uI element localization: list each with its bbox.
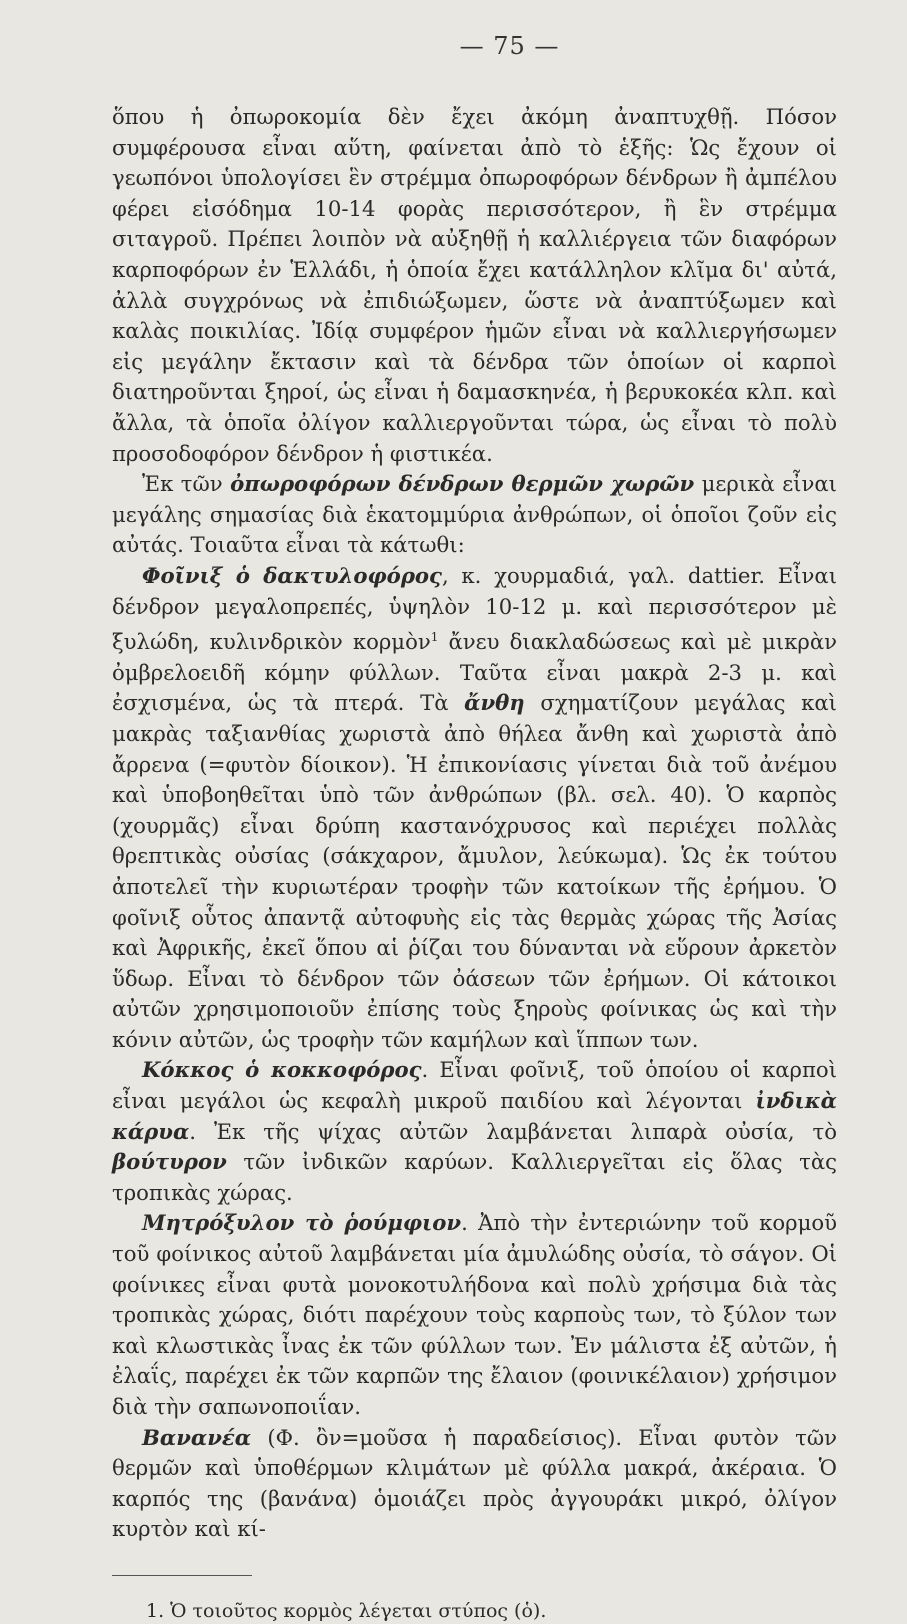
- paragraph-text: . Εἶναι φοῖνιξ, τοῦ ὁποίου οἱ καρποὶ εἶναι μεγάλοι ὡς κεφαλὴ μικροῦ παιδίου καὶ λέγονται: [112, 1057, 838, 1114]
- paragraph-text: μερικὰ εἶναι μεγάλης σημασίας διὰ ἑκατομμύρια ἀνθρώπων, οἱ ὁποῖοι ζοῦν εἰς αὐτάς. Τοιαῦτα εἶναι τὰ κάτωθι:: [112, 471, 837, 558]
- paragraph-text: . Ἐκ τῆς ψίχας αὐτῶν λαμβάνεται λιπαρὰ οὐσία, τὸ: [189, 1118, 837, 1144]
- paragraph-text: τῶν ἰνδικῶν καρύων. Καλλιεργεῖται εἰς ὅλας τὰς τροπικὰς χώρας.: [112, 1149, 837, 1205]
- term-heading: ὀπωροφόρων δένδρων θερμῶν χωρῶν: [230, 471, 695, 497]
- paragraph-text: σχηματίζουν μεγάλας καὶ μακρὰς ταξιανθίας χωριστὰ ἀπὸ θήλεα ἄνθη καὶ χωριστὰ ἀπὸ ἄρρενα (=φυτὸν δίοικον). Ἡ ἐπικονίασις γίνεται διὰ τοῦ ἀνέμου καὶ ὑποβοηθεῖται ὑπὸ τῶν ἀνθρώπων (βλ. σελ. 40). Ὁ καρπὸς (χουρμᾶς) εἶναι δρύπη καστανόχρυσος καὶ περιέχει πολλὰς θρεπτικὰς οὐσίας (σάκχαρον, ἄμυλον, λεύκωμα). Ὡς ἐκ τούτου ἀποτελεῖ τὴν κυριωτέραν τροφὴν τῶν κατοίκων τῆς ἐρήμου. Ὁ φοῖνιξ οὗτος ἀπαντᾷ αὐτοφυὴς εἰς τὰς θερμὰς χώρας τῆς Ἀσίας καὶ Ἀφρικῆς, ἐκεῖ ὅπου αἱ ῥίζαι του δύνανται νὰ εὕρουν ἀρκετὸν ὕδωρ. Εἶναι τὸ δένδρον τῶν ὀάσεων τῶν ἐρήμων. Οἱ κάτοικοι αὐτῶν χρησιμοποιοῦν ἐπίσης τοὺς ξηροὺς φοίνικας ὡς καὶ τὴν κόνιν αὐτῶν, ὡς τροφὴν τῶν καμήλων καὶ ἵππων των.: [112, 690, 837, 1052]
- term-heading: ἰνδικὰ κάρυα: [112, 1088, 837, 1144]
- term-heading: Μητρόξυλον τὸ ῥούμφιον: [142, 1210, 462, 1236]
- paragraph: [112, 1208, 837, 1422]
- paragraph: [112, 1055, 837, 1208]
- paragraph-text: , κ. χουρμαδιά, γαλ. dattier. Εἶναι δένδρον μεγαλοπρεπές, ὑψηλὸν 10-12 μ. καὶ περισσότερον μὲ ξυλώδη, κυλινδρικὸν κορμὸν: [112, 562, 837, 655]
- paragraph: [112, 1423, 837, 1545]
- body-text: [112, 102, 837, 1545]
- term-heading: Βανανέα: [142, 1424, 252, 1450]
- paragraph: [112, 469, 837, 561]
- term-heading: βούτυρον: [112, 1149, 227, 1175]
- footnote-divider: [112, 1575, 252, 1576]
- paragraph-text: ἄνευ διακλαδώσεως καὶ μὲ μικρὰν ὀμβρελοειδῆ κόμην φύλλων. Ταῦτα εἶναι μακρὰ 2-3 μ. καὶ ἐσχισμένα, ὡς τὰ πτερά. Τὰ: [112, 629, 838, 716]
- term-heading: ἄνθη: [464, 690, 525, 716]
- paragraph-text: . Ἀπὸ τὴν ἐντεριώνην τοῦ κορμοῦ τοῦ φοίνικος αὐτοῦ λαμβάνεται μία ἀμυλώδης οὐσία, τὸ σάγον. Οἱ φοίνικες εἶναι φυτὰ μονοκοτυλήδονα καὶ πολὺ χρήσιμα διὰ τὰς τροπικὰς χώρας, διότι παρέχουν τοὺς καρποὺς των, τὸ ξύλον των καὶ κλωστικὰς ἶνας ἐκ τῶν φύλλων των. Ἐν μάλιστα ἐξ αὐτῶν, ἡ ἐλαΐς, παρέχει ἐκ τῶν καρπῶν της ἔλαιον (φοινικέλαιον) χρήσιμον διὰ τὴν σαπωνοποιΐαν.: [112, 1210, 837, 1419]
- footnote: 1. Ὁ τοιοῦτος κορμὸς λέγεται στύπος (ὁ).: [146, 1599, 547, 1622]
- paragraph-text: ὅπου ἡ ὀπωροκομία δὲν ἔχει ἀκόμη ἀναπτυχθῇ. Πόσον συμφέρουσα εἶναι αὕτη, φαίνεται ἀπὸ τὸ ἑξῆς: Ὡς ἔχουν οἱ γεωπόνοι ὑπολογίσει ἓν στρέμμα ὀπωροφόρων δένδρων ἢ ἀμπέλου φέρει εἰσόδημα 10-14 φορὰς περισσότερον, ἢ ἓν στρέμμα σιταγροῦ. Πρέπει λοιπὸν νὰ αὐξηθῇ ἡ καλλιέργεια τῶν διαφόρων καρποφόρων ἐν Ἑλλάδι, ἡ ὁποία ἔχει κατάλληλον κλῖμα δι' αὐτά, ἀλλὰ συγχρόνως νὰ ἐπιδιώξωμεν, ὥστε νὰ ἀναπτύξωμεν καὶ καλὰς ποικιλίας. Ἰδίᾳ συμφέρον ἡμῶν εἶναι νὰ καλλιεργήσωμεν εἰς μεγάλην ἔκτασιν καὶ τὰ δένδρα τῶν ὁποίων οἱ καρποὶ διατηροῦνται ξηροί, ὡς εἶναι ἡ δαμασκηνέα, ἡ βερυκοκέα κλπ. καὶ ἄλλα, τὰ ὁποῖα ὀλίγον καλλιεργοῦνται τώρα, ὡς εἶναι τὸ πολὺ προσοδοφόρον δένδρον ἡ φιστικέα.: [112, 104, 837, 466]
- term-heading: Κόκκος ὁ κοκκοφόρος: [142, 1057, 422, 1083]
- paragraph: [112, 102, 837, 469]
- footnote-marker: 1: [430, 630, 439, 645]
- paragraph-text: Ἐκ τῶν: [142, 471, 231, 497]
- page-number: — 75 —: [459, 32, 560, 60]
- term-heading: Φοῖνιξ ὁ δακτυλοφόρος: [142, 562, 442, 588]
- paragraph-text: (Φ. ὂν=μοῦσα ἡ παραδείσιος). Εἶναι φυτὸν τῶν θερμῶν καὶ ὑποθέρμων κλιμάτων μὲ φύλλα μακρά, ἀκέραια. Ὁ καρπός της (βανάνα) ὁμοιάζει πρὸς ἀγγουράκι μικρό, ὀλίγον κυρτὸν καὶ κί-: [112, 1424, 837, 1542]
- paragraph: [112, 561, 837, 1056]
